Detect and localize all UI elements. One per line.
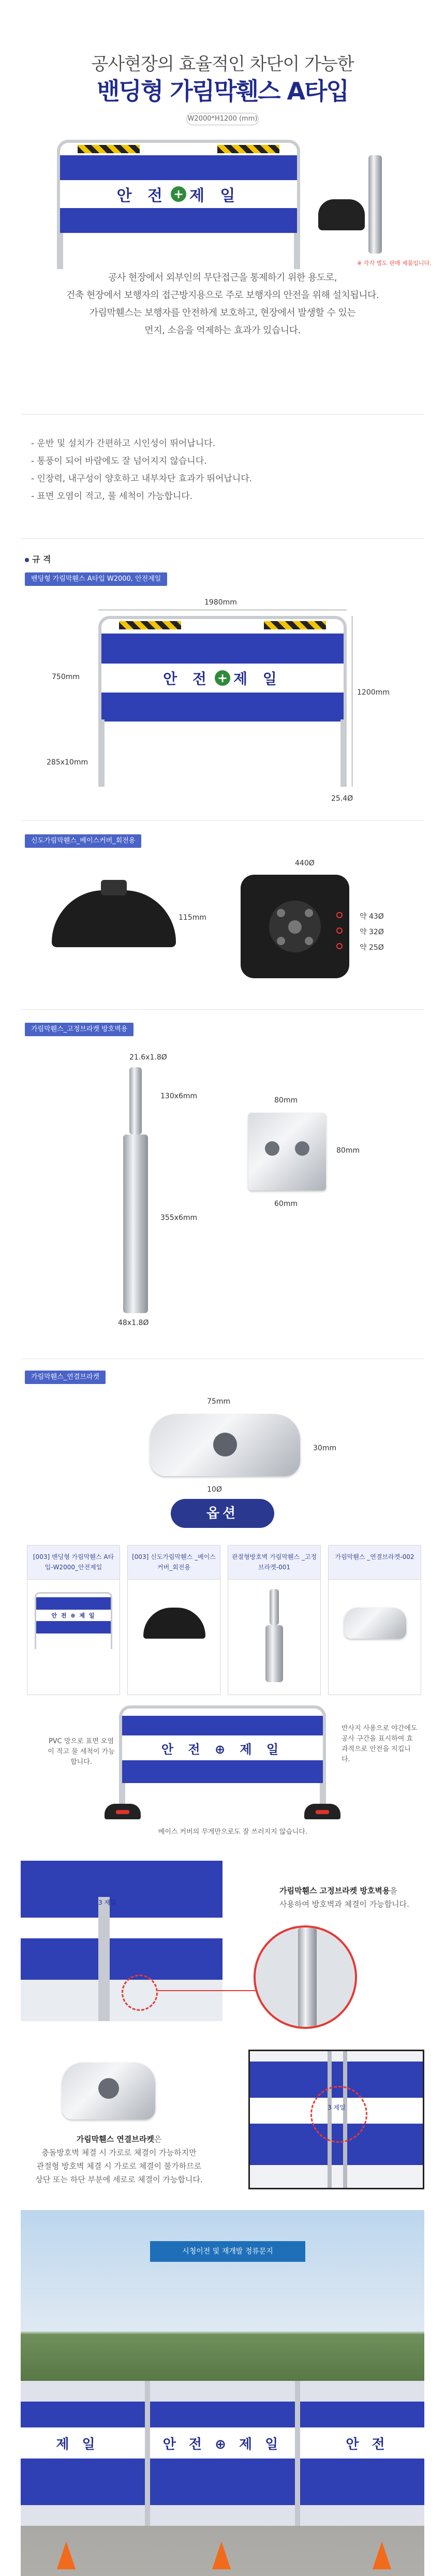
connector-hole-dim: 10Ø: [207, 1485, 222, 1494]
option-card[interactable]: [228, 1545, 321, 1695]
traffic-cone: [373, 2541, 391, 2569]
base-height-dim: 115mm: [179, 914, 206, 922]
plate-width-dim: 80mm: [274, 1096, 298, 1105]
base-hole-dim: 약 25Ø: [360, 944, 384, 952]
callout-connector: 가림막휀스 연결브라켓은 충돌방호벽 체결 시 가로로 체결이 가능하지만 관절형 방호벽 체결 시 가로로 체결이 불가하므로 상단 또는 하단 부분에 세로로 체결이 가능합니다.: [35, 2135, 203, 2184]
detail2-photo: 3 제일: [21, 1861, 222, 2021]
hero-note: ※ 각각 별도 판매 제품입니다.: [357, 260, 432, 267]
spec-heading: 규 격: [25, 553, 51, 565]
divider: [21, 820, 424, 821]
connector-installed-photo: 3 제일: [248, 2050, 424, 2189]
callout-pvc: PVC 망으로 표면 오염이 적고 물 세척이 가능합니다.: [48, 1738, 115, 1766]
panel-height-dim: 750mm: [52, 673, 80, 681]
hero-title: 밴딩형 가림막휀스 A타입: [97, 77, 348, 105]
feature-item: - 운반 및 설치가 간편하고 시인성이 뛰어납니다.: [31, 438, 215, 449]
connector-width-dim: 75mm: [207, 1397, 231, 1406]
plate-inner-dim: 60mm: [274, 1200, 298, 1208]
traffic-cone: [57, 2541, 76, 2569]
cross-icon: +: [171, 186, 186, 202]
hero-base-image: [318, 199, 365, 230]
option-card[interactable]: [328, 1545, 421, 1695]
option-card[interactable]: [003] 밴딩형 가림막휀스 A타입-W2000_안전제일 안 전 ⊕ 제 일: [27, 1545, 120, 1695]
zoom-fixing-bracket: [254, 1925, 357, 2029]
base-hole-dim: 약 43Ø: [360, 912, 384, 921]
callout-reflective: 반사지 사용으로 야간에도 공사 구간을 표시하여 효과적으로 안전을 지킵니다.: [342, 1725, 418, 1763]
callout-fixing-bracket: 가림막휀스 고정브라켓 방호벽용을 사용하여 방호벽과 체결이 가능합니다.: [279, 1886, 409, 1909]
divider: [21, 1009, 424, 1010]
option-caption: 가림막휀스 _연결브라켓-002: [329, 1545, 421, 1580]
size-badge: W2000*H1200 (mm): [186, 113, 259, 125]
option-caption: 관절형방호벽 가림막휀스 _고정브라켓-001: [228, 1545, 320, 1580]
option-card[interactable]: [127, 1545, 220, 1695]
detail-fence-image: 안 전 ⊕ 제 일: [119, 1705, 326, 1819]
plate-height-dim: 80mm: [336, 1146, 360, 1155]
pin-lower-dim: 355x6mm: [160, 1214, 198, 1222]
fence-height-dim: 1200mm: [357, 688, 390, 697]
spec-fence-label: 밴딩형 가림막휀스 A타입 W2000, 안전제일: [25, 572, 167, 586]
pin-top-dia-dim: 21.6x1.8Ø: [129, 1053, 167, 1062]
bracket-plate-drawing: [248, 1113, 326, 1190]
base-top-drawing: [241, 875, 349, 978]
traffic-cone: [212, 2541, 231, 2569]
connector-height-dim: 30mm: [313, 1444, 337, 1452]
pin-upper-drawing: [129, 1067, 142, 1135]
base-side-drawing: [52, 890, 176, 947]
pin-upper-dim: 130x6mm: [160, 1092, 198, 1100]
product-description: 공사 현장에서 외부인의 무단접근을 통제하기 위한 용도로, 건축 현장에서 보행자의 접근방지용으로 주로 보행자의 안전을 위해 설치됩니다. 가림막휀스는 보행자를 안전하게 보호하고, 현장에서 발생할 수 있는 먼지, 소음을 억제하는 효과가 있습니다.: [66, 272, 379, 336]
feature-item: - 표면 오염이 적고, 물 세척이 가능합니다.: [31, 491, 193, 502]
cross-icon: +: [215, 670, 230, 686]
base-hole-dim: 약 32Ø: [360, 928, 384, 936]
feature-item: - 통풍이 되어 바람에도 잘 넘어지지 않습니다.: [31, 456, 207, 466]
pin-lower-drawing: [123, 1135, 148, 1313]
hero-fence-image: 안 전 + 제 일: [57, 140, 300, 269]
option-caption: [003] 신도가림막휀스 _베이스커버_회전용: [128, 1545, 220, 1580]
base-width-dim: 440Ø: [295, 859, 315, 867]
option-caption: [003] 밴딩형 가림막휀스 A타입-W2000_안전제일: [27, 1545, 120, 1580]
spec-pin-label: 가림막휀스_고정브라켓 방호벽용: [25, 1023, 134, 1036]
callout-base: 베이스 커버의 무게만으로도 잘 쓰러지지 않습니다.: [158, 1828, 308, 1836]
hero-pin-image: [368, 155, 382, 254]
connector-photo: [62, 2063, 155, 2119]
pin-bottom-dia-dim: 48x1.8Ø: [118, 1319, 149, 1327]
divider: [21, 538, 424, 539]
hero-subtitle: 공사현장의 효율적인 차단이 가능한: [91, 54, 354, 75]
spec-fence-drawing: 안 전 + 제 일: [98, 616, 347, 787]
pipe-dia-dim: 25.4Ø: [331, 794, 353, 803]
feature-item: - 인장력, 내구성이 양호하고 내부차단 효과가 뛰어납니다.: [31, 474, 253, 484]
divider: [21, 414, 424, 415]
connector-drawing: [150, 1414, 300, 1476]
fence-width-dim: 1980mm: [204, 598, 237, 607]
options-title: 옵션: [171, 1499, 274, 1528]
installation-photo: 시청이전 및 재개발 정류문지 제 일 안 전 ⊕ 제 일 안 전: [21, 2210, 424, 2576]
spec-connector-label: 가림막휀스_연결브라켓: [25, 1371, 106, 1384]
feature-list: [31, 435, 414, 505]
bottom-gap-dim: 285x10mm: [47, 758, 88, 767]
spec-base-label: 신도가림막휀스_베이스커버_회전용: [25, 834, 141, 848]
